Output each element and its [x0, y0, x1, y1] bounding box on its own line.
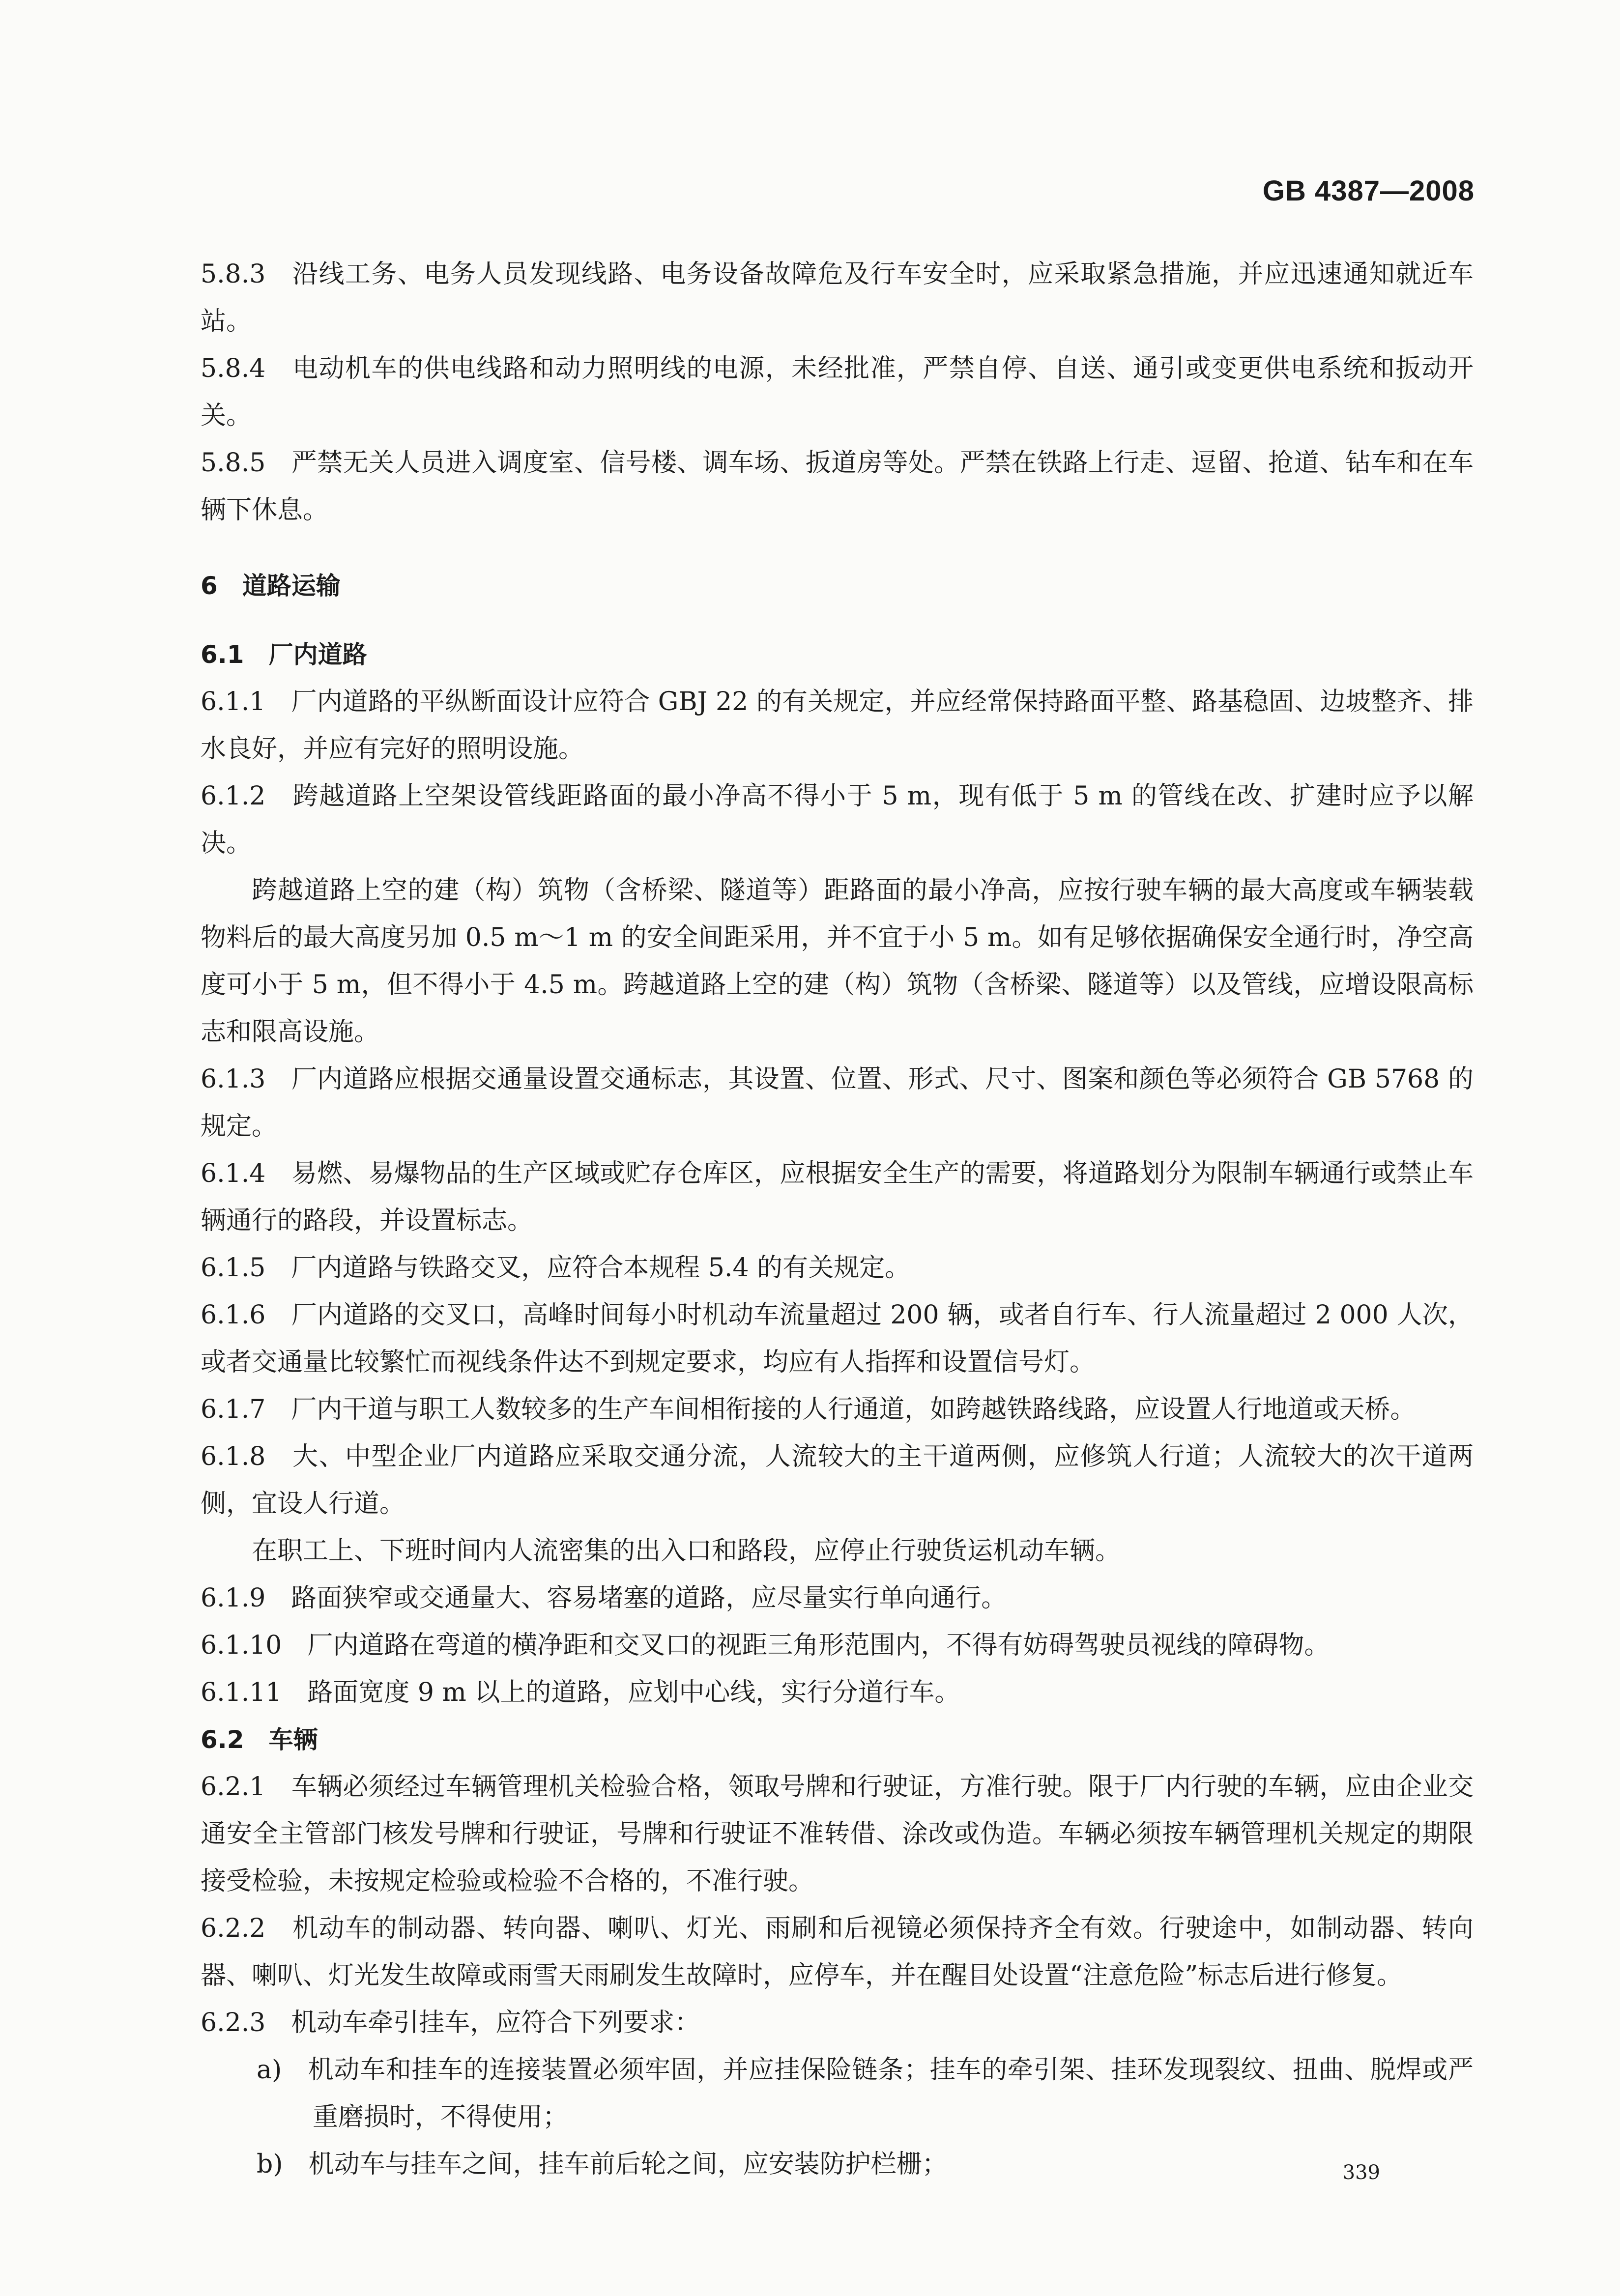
- clause-6-1-9: 6.1.9 路面狭窄或交通量大、容易堵塞的道路，应尽量实行单向通行。: [201, 1583, 1007, 1613]
- list-item-b: b) 机动车与挂车之间，挂车前后轮之间，应安装防护栏栅；: [257, 2150, 948, 2179]
- list-item-a: a) 机动车和挂车的连接装置必须牢固，并应挂保险链条；挂车的牵引架、挂环发现裂纹、扭曲、脱焊或严重磨损时，不得使用；: [257, 2055, 1474, 2132]
- clause-6-1-10: 6.1.10 厂内道路在弯道的横净距和交叉口的视距三角形范围内，不得有妨碍驾驶员视线的障碍物。: [201, 1631, 1330, 1660]
- clause-6-1-11: 6.1.11 路面宽度 9 m 以上的道路，应划中心线，实行分道行车。: [201, 1678, 960, 1707]
- clause-6-1-8: 6.1.8 大、中型企业厂内道路应采取交通分流，人流较大的主干道两侧，应修筑人行道；人流较大的次干道两侧，宜设人行道。: [201, 1442, 1474, 1519]
- section-6-1-heading: 6.1 厂内道路: [201, 640, 367, 669]
- clause-5-8-4: 5.8.4 电动机车的供电线路和动力照明线的电源，未经批准，严禁自停、自送、通引或变更供电系统和扳动开关。: [201, 354, 1474, 430]
- section-6-heading: 6 道路运输: [201, 572, 341, 600]
- clause-5-8-5: 5.8.5 严禁无关人员进入调度室、信号楼、调车场、扳道房等处。严禁在铁路上行走、逗留、抢道、钻车和在车辆下休息。: [201, 448, 1474, 525]
- clause-6-2-3: 6.2.3 机动车牵引挂车，应符合下列要求：: [201, 2008, 700, 2038]
- clause-6-1-1: 6.1.1 厂内道路的平纵断面设计应符合 GBJ 22 的有关规定，并应经常保持路面平整、路基稳固、边坡整齐、排水良好，并应有完好的照明设施。: [201, 687, 1474, 764]
- clause-6-1-6: 6.1.6 厂内道路的交叉口，高峰时间每小时机动车流量超过 200 辆，或者自行车、行人流量超过 2 000 人次，或者交通量比较繁忙而视线条件达不到规定要求，均应有人指挥和设置信号灯。: [201, 1300, 1474, 1377]
- clause-6-2-2: 6.2.2 机动车的制动器、转向器、喇叭、灯光、雨刷和后视镜必须保持齐全有效。行驶途中，如制动器、转向器、喇叭、灯光发生故障或雨雪天雨刷发生故障时，应停车，并在醒目处设置“注意危险”标志后进行修复。: [201, 1914, 1474, 1990]
- clause-6-1-2: 6.1.2 跨越道路上空架设管线距路面的最小净高不得小于 5 m，现有低于 5 m 的管线在改、扩建时应予以解决。: [201, 781, 1474, 858]
- standard-number: GB 4387—2008: [1262, 175, 1475, 207]
- page-number: 339: [1342, 2161, 1380, 2184]
- clause-6-1-8-continued: 在职工上、下班时间内人流密集的出入口和路段，应停止行驶货运机动车辆。: [252, 1536, 1121, 1566]
- section-6-2-heading: 6.2 车辆: [201, 1725, 318, 1754]
- clause-6-1-7: 6.1.7 厂内干道与职工人数较多的生产车间相衔接的人行通道，如跨越铁路线路，应设置人行地道或天桥。: [201, 1395, 1416, 1424]
- clause-6-1-5: 6.1.5 厂内道路与铁路交叉，应符合本规程 5.4 的有关规定。: [201, 1253, 911, 1283]
- clause-6-1-4: 6.1.4 易燃、易爆物品的生产区域或贮存仓库区，应根据安全生产的需要，将道路划分为限制车辆通行或禁止车辆通行的路段，并设置标志。: [201, 1159, 1474, 1235]
- clause-6-2-1: 6.2.1 车辆必须经过车辆管理机关检验合格，领取号牌和行驶证，方准行驶。限于厂内行驶的车辆，应由企业交通安全主管部门核发号牌和行驶证，号牌和行驶证不准转借、涂改或伪造。车辆必须按车辆管理机关规定的期限接受检验，未按规定检验或检验不合格的，不准行驶。: [201, 1772, 1474, 1896]
- page-body: [201, 251, 1474, 2188]
- clause-6-1-2-continued: 跨越道路上空的建（构）筑物（含桥梁、隧道等）距路面的最小净高，应按行驶车辆的最大高度或车辆装载物料后的最大高度另加 0.5 m～1 m 的安全间距采用，并不宜于小 5 m。如有足够依据确保安全通行时，净空高度可小于 5 m，但不得小于 4.5 m。跨越道路上空的建（构）筑物（含桥梁、隧道等）以及管线，应增设限高标志和限高设施。: [201, 876, 1474, 1047]
- clause-5-8-3: 5.8.3 沿线工务、电务人员发现线路、电务设备故障危及行车安全时，应采取紧急措施，并应迅速通知就近车站。: [201, 259, 1474, 336]
- clause-6-1-3: 6.1.3 厂内道路应根据交通量设置交通标志，其设置、位置、形式、尺寸、图案和颜色等必须符合 GB 5768 的规定。: [201, 1064, 1474, 1141]
